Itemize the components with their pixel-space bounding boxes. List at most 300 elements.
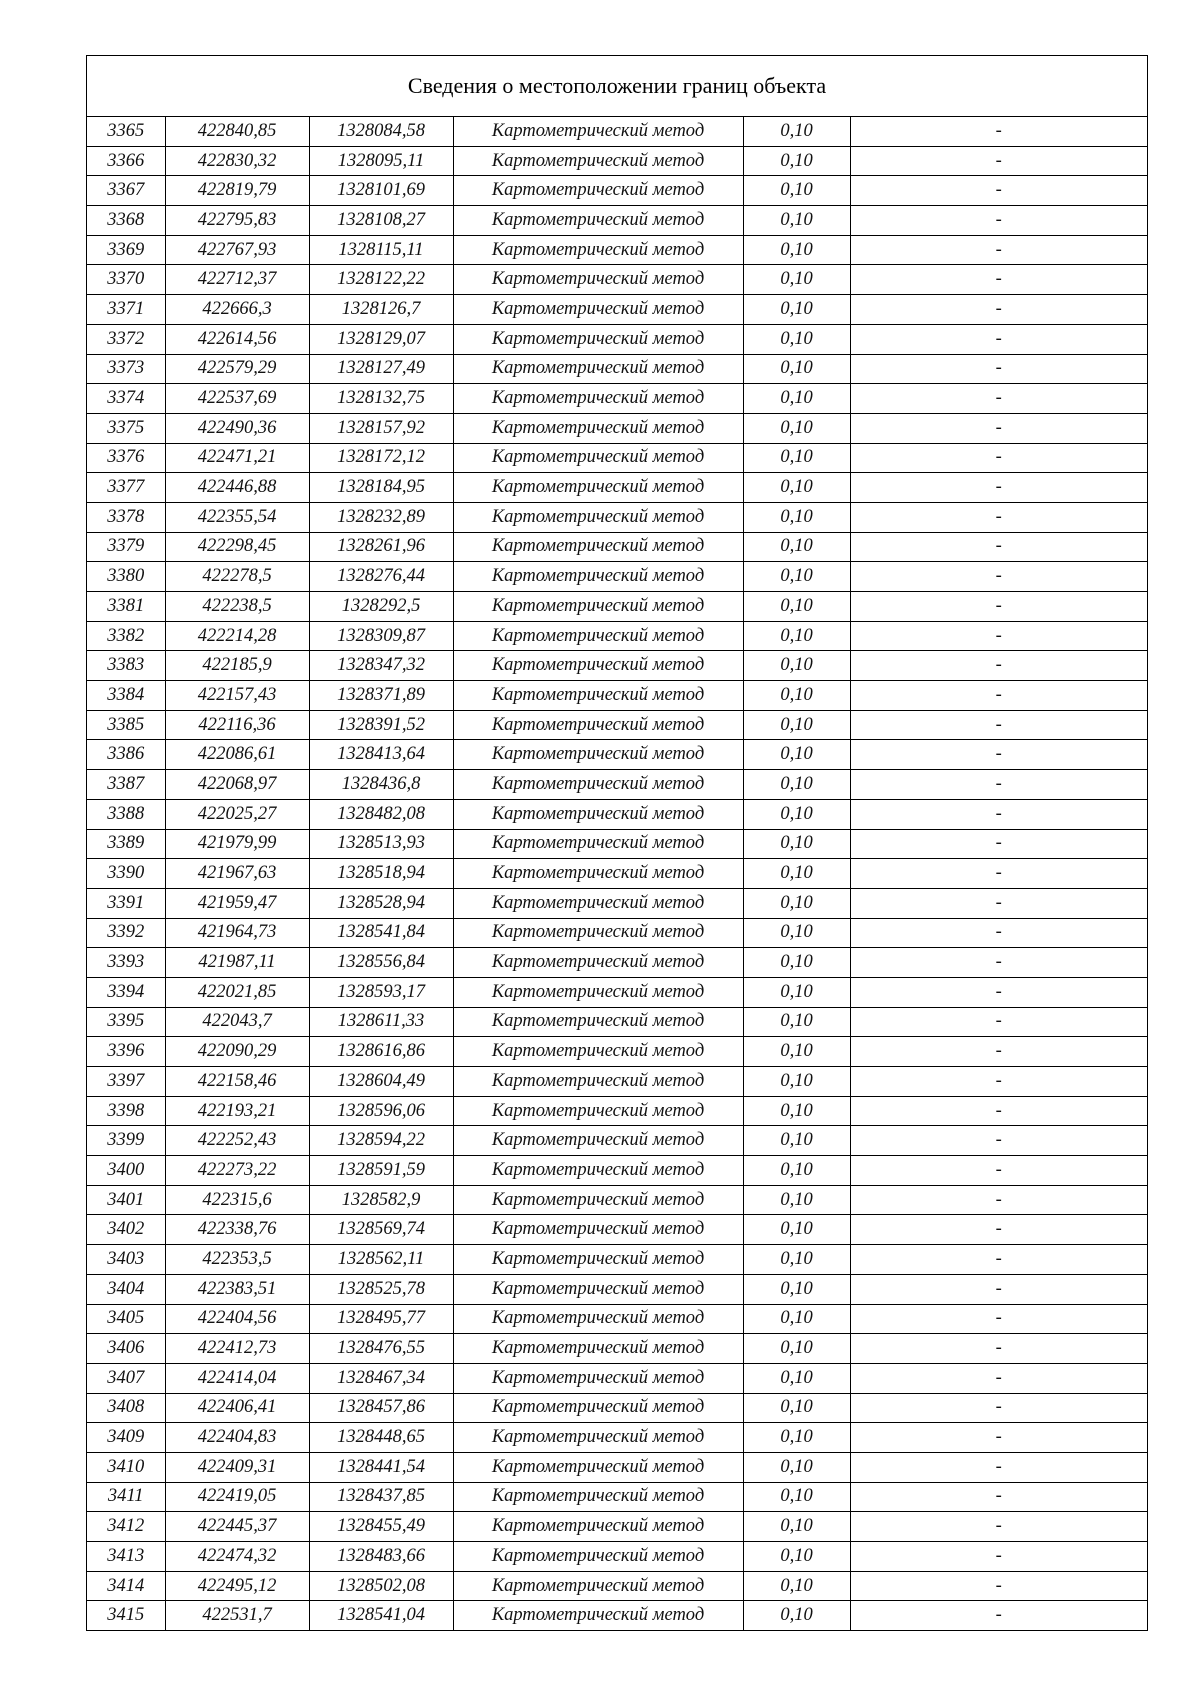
- table-row: [87, 117, 1147, 146]
- point-number-cell: 3388: [87, 799, 165, 829]
- point-number-cell: 3397: [87, 1067, 165, 1097]
- method-cell: Картометрический метод: [453, 1185, 743, 1215]
- table-row: [87, 176, 1147, 206]
- method-cell: Картометрический метод: [453, 1334, 743, 1364]
- document-title: Сведения о местоположении границ объекта: [87, 56, 1147, 117]
- table-row: [87, 710, 1147, 740]
- accuracy-cell: 0,10: [743, 1363, 850, 1393]
- y-coordinate-cell: 1328482,08: [309, 799, 453, 829]
- method-cell: Картометрический метод: [453, 918, 743, 948]
- x-coordinate-cell: 422185,9: [165, 651, 309, 681]
- accuracy-cell: 0,10: [743, 621, 850, 651]
- method-cell: Картометрический метод: [453, 770, 743, 800]
- y-coordinate-cell: 1328457,86: [309, 1393, 453, 1423]
- description-cell: -: [850, 799, 1147, 829]
- description-cell: -: [850, 117, 1147, 146]
- accuracy-cell: 0,10: [743, 206, 850, 236]
- method-cell: Картометрический метод: [453, 502, 743, 532]
- x-coordinate-cell: 421964,73: [165, 918, 309, 948]
- point-number-cell: 3415: [87, 1601, 165, 1630]
- x-coordinate-cell: 422406,41: [165, 1393, 309, 1423]
- point-number-cell: 3391: [87, 888, 165, 918]
- x-coordinate-cell: 422404,83: [165, 1423, 309, 1453]
- y-coordinate-cell: 1328095,11: [309, 146, 453, 176]
- description-cell: -: [850, 1304, 1147, 1334]
- table-row: [87, 651, 1147, 681]
- description-cell: -: [850, 1334, 1147, 1364]
- point-number-cell: 3399: [87, 1126, 165, 1156]
- table-row: [87, 384, 1147, 414]
- description-cell: -: [850, 859, 1147, 889]
- description-cell: -: [850, 770, 1147, 800]
- point-number-cell: 3401: [87, 1185, 165, 1215]
- method-cell: Картометрический метод: [453, 1096, 743, 1126]
- y-coordinate-cell: 1328596,06: [309, 1096, 453, 1126]
- point-number-cell: 3412: [87, 1512, 165, 1542]
- method-cell: Картометрический метод: [453, 1215, 743, 1245]
- method-cell: Картометрический метод: [453, 1482, 743, 1512]
- y-coordinate-cell: 1328483,66: [309, 1542, 453, 1572]
- x-coordinate-cell: 422579,29: [165, 354, 309, 384]
- description-cell: -: [850, 1156, 1147, 1186]
- accuracy-cell: 0,10: [743, 384, 850, 414]
- y-coordinate-cell: 1328467,34: [309, 1363, 453, 1393]
- table-row: [87, 324, 1147, 354]
- point-number-cell: 3387: [87, 770, 165, 800]
- point-number-cell: 3413: [87, 1542, 165, 1572]
- point-number-cell: 3376: [87, 443, 165, 473]
- table-row: [87, 1363, 1147, 1393]
- method-cell: Картометрический метод: [453, 948, 743, 978]
- method-cell: Картометрический метод: [453, 888, 743, 918]
- y-coordinate-cell: 1328122,22: [309, 265, 453, 295]
- table-row: [87, 235, 1147, 265]
- description-cell: -: [850, 413, 1147, 443]
- method-cell: Картометрический метод: [453, 235, 743, 265]
- x-coordinate-cell: 422157,43: [165, 681, 309, 711]
- method-cell: Картометрический метод: [453, 681, 743, 711]
- y-coordinate-cell: 1328084,58: [309, 117, 453, 146]
- y-coordinate-cell: 1328441,54: [309, 1452, 453, 1482]
- x-coordinate-cell: 421979,99: [165, 829, 309, 859]
- x-coordinate-cell: 422021,85: [165, 977, 309, 1007]
- table-row: [87, 1334, 1147, 1364]
- x-coordinate-cell: 422278,5: [165, 562, 309, 592]
- method-cell: Картометрический метод: [453, 1245, 743, 1275]
- point-number-cell: 3414: [87, 1571, 165, 1601]
- table-row: [87, 740, 1147, 770]
- point-number-cell: 3398: [87, 1096, 165, 1126]
- accuracy-cell: 0,10: [743, 1156, 850, 1186]
- description-cell: -: [850, 235, 1147, 265]
- description-cell: -: [850, 532, 1147, 562]
- accuracy-cell: 0,10: [743, 532, 850, 562]
- method-cell: Картометрический метод: [453, 562, 743, 592]
- description-cell: -: [850, 1571, 1147, 1601]
- description-cell: -: [850, 324, 1147, 354]
- point-number-cell: 3369: [87, 235, 165, 265]
- x-coordinate-cell: 422414,04: [165, 1363, 309, 1393]
- point-number-cell: 3384: [87, 681, 165, 711]
- y-coordinate-cell: 1328232,89: [309, 502, 453, 532]
- accuracy-cell: 0,10: [743, 1542, 850, 1572]
- y-coordinate-cell: 1328347,32: [309, 651, 453, 681]
- x-coordinate-cell: 422819,79: [165, 176, 309, 206]
- point-number-cell: 3377: [87, 473, 165, 503]
- y-coordinate-cell: 1328593,17: [309, 977, 453, 1007]
- x-coordinate-cell: 422252,43: [165, 1126, 309, 1156]
- description-cell: -: [850, 948, 1147, 978]
- table-row: [87, 1304, 1147, 1334]
- description-cell: -: [850, 621, 1147, 651]
- y-coordinate-cell: 1328611,33: [309, 1007, 453, 1037]
- y-coordinate-cell: 1328127,49: [309, 354, 453, 384]
- x-coordinate-cell: 422840,85: [165, 117, 309, 146]
- accuracy-cell: 0,10: [743, 146, 850, 176]
- point-number-cell: 3371: [87, 295, 165, 325]
- point-number-cell: 3396: [87, 1037, 165, 1067]
- y-coordinate-cell: 1328518,94: [309, 859, 453, 889]
- table-row: [87, 1067, 1147, 1097]
- x-coordinate-cell: 422116,36: [165, 710, 309, 740]
- method-cell: Картометрический метод: [453, 473, 743, 503]
- y-coordinate-cell: 1328436,8: [309, 770, 453, 800]
- table-row: [87, 443, 1147, 473]
- y-coordinate-cell: 1328525,78: [309, 1274, 453, 1304]
- description-cell: -: [850, 1393, 1147, 1423]
- description-cell: -: [850, 681, 1147, 711]
- accuracy-cell: 0,10: [743, 1185, 850, 1215]
- table-row: [87, 918, 1147, 948]
- point-number-cell: 3366: [87, 146, 165, 176]
- x-coordinate-cell: 421987,11: [165, 948, 309, 978]
- method-cell: Картометрический метод: [453, 1512, 743, 1542]
- table-row: [87, 977, 1147, 1007]
- x-coordinate-cell: 422353,5: [165, 1245, 309, 1275]
- point-number-cell: 3379: [87, 532, 165, 562]
- method-cell: Картометрический метод: [453, 532, 743, 562]
- accuracy-cell: 0,10: [743, 859, 850, 889]
- description-cell: -: [850, 354, 1147, 384]
- accuracy-cell: 0,10: [743, 799, 850, 829]
- point-number-cell: 3378: [87, 502, 165, 532]
- table-row: [87, 621, 1147, 651]
- method-cell: Картометрический метод: [453, 413, 743, 443]
- accuracy-cell: 0,10: [743, 1334, 850, 1364]
- y-coordinate-cell: 1328126,7: [309, 295, 453, 325]
- method-cell: Картометрический метод: [453, 1304, 743, 1334]
- table-row: [87, 354, 1147, 384]
- x-coordinate-cell: 422767,93: [165, 235, 309, 265]
- method-cell: Картометрический метод: [453, 1274, 743, 1304]
- point-number-cell: 3382: [87, 621, 165, 651]
- y-coordinate-cell: 1328309,87: [309, 621, 453, 651]
- x-coordinate-cell: 422355,54: [165, 502, 309, 532]
- point-number-cell: 3374: [87, 384, 165, 414]
- x-coordinate-cell: 422471,21: [165, 443, 309, 473]
- method-cell: Картометрический метод: [453, 859, 743, 889]
- y-coordinate-cell: 1328604,49: [309, 1067, 453, 1097]
- x-coordinate-cell: 422238,5: [165, 592, 309, 622]
- table-row: [87, 562, 1147, 592]
- x-coordinate-cell: 422025,27: [165, 799, 309, 829]
- x-coordinate-cell: 422712,37: [165, 265, 309, 295]
- x-coordinate-cell: 421959,47: [165, 888, 309, 918]
- y-coordinate-cell: 1328594,22: [309, 1126, 453, 1156]
- table-row: [87, 1452, 1147, 1482]
- table-row: [87, 1215, 1147, 1245]
- description-cell: -: [850, 1542, 1147, 1572]
- y-coordinate-cell: 1328591,59: [309, 1156, 453, 1186]
- x-coordinate-cell: 422409,31: [165, 1452, 309, 1482]
- method-cell: Картометрический метод: [453, 176, 743, 206]
- table-row: [87, 1512, 1147, 1542]
- point-number-cell: 3392: [87, 918, 165, 948]
- table-row: [87, 502, 1147, 532]
- x-coordinate-cell: 422537,69: [165, 384, 309, 414]
- accuracy-cell: 0,10: [743, 1126, 850, 1156]
- method-cell: Картометрический метод: [453, 1452, 743, 1482]
- point-number-cell: 3385: [87, 710, 165, 740]
- description-cell: -: [850, 1482, 1147, 1512]
- table-row: [87, 473, 1147, 503]
- description-cell: -: [850, 295, 1147, 325]
- accuracy-cell: 0,10: [743, 413, 850, 443]
- coordinates-table-body: [87, 117, 1147, 1630]
- accuracy-cell: 0,10: [743, 710, 850, 740]
- accuracy-cell: 0,10: [743, 829, 850, 859]
- method-cell: Картометрический метод: [453, 354, 743, 384]
- accuracy-cell: 0,10: [743, 354, 850, 384]
- method-cell: Картометрический метод: [453, 651, 743, 681]
- method-cell: Картометрический метод: [453, 740, 743, 770]
- accuracy-cell: 0,10: [743, 888, 850, 918]
- accuracy-cell: 0,10: [743, 502, 850, 532]
- accuracy-cell: 0,10: [743, 948, 850, 978]
- accuracy-cell: 0,10: [743, 235, 850, 265]
- y-coordinate-cell: 1328513,93: [309, 829, 453, 859]
- table-row: [87, 1126, 1147, 1156]
- y-coordinate-cell: 1328448,65: [309, 1423, 453, 1453]
- accuracy-cell: 0,10: [743, 681, 850, 711]
- point-number-cell: 3395: [87, 1007, 165, 1037]
- x-coordinate-cell: 422412,73: [165, 1334, 309, 1364]
- point-number-cell: 3403: [87, 1245, 165, 1275]
- boundary-table-sheet: [86, 55, 1148, 1631]
- table-row: [87, 1185, 1147, 1215]
- y-coordinate-cell: 1328261,96: [309, 532, 453, 562]
- point-number-cell: 3380: [87, 562, 165, 592]
- description-cell: -: [850, 176, 1147, 206]
- point-number-cell: 3372: [87, 324, 165, 354]
- accuracy-cell: 0,10: [743, 651, 850, 681]
- y-coordinate-cell: 1328616,86: [309, 1037, 453, 1067]
- accuracy-cell: 0,10: [743, 176, 850, 206]
- method-cell: Картометрический метод: [453, 1393, 743, 1423]
- table-row: [87, 146, 1147, 176]
- x-coordinate-cell: 422298,45: [165, 532, 309, 562]
- method-cell: Картометрический метод: [453, 1601, 743, 1630]
- table-row: [87, 799, 1147, 829]
- coordinates-table: [87, 117, 1147, 1630]
- table-row: [87, 206, 1147, 236]
- y-coordinate-cell: 1328129,07: [309, 324, 453, 354]
- point-number-cell: 3368: [87, 206, 165, 236]
- y-coordinate-cell: 1328582,9: [309, 1185, 453, 1215]
- accuracy-cell: 0,10: [743, 473, 850, 503]
- accuracy-cell: 0,10: [743, 1067, 850, 1097]
- y-coordinate-cell: 1328157,92: [309, 413, 453, 443]
- y-coordinate-cell: 1328455,49: [309, 1512, 453, 1542]
- x-coordinate-cell: 422043,7: [165, 1007, 309, 1037]
- x-coordinate-cell: 422531,7: [165, 1601, 309, 1630]
- description-cell: -: [850, 1512, 1147, 1542]
- method-cell: Картометрический метод: [453, 1037, 743, 1067]
- accuracy-cell: 0,10: [743, 1601, 850, 1630]
- accuracy-cell: 0,10: [743, 562, 850, 592]
- description-cell: -: [850, 1363, 1147, 1393]
- x-coordinate-cell: 422490,36: [165, 413, 309, 443]
- method-cell: Картометрический метод: [453, 1007, 743, 1037]
- description-cell: -: [850, 710, 1147, 740]
- description-cell: -: [850, 1601, 1147, 1630]
- accuracy-cell: 0,10: [743, 295, 850, 325]
- x-coordinate-cell: 422446,88: [165, 473, 309, 503]
- accuracy-cell: 0,10: [743, 1215, 850, 1245]
- y-coordinate-cell: 1328371,89: [309, 681, 453, 711]
- method-cell: Картометрический метод: [453, 1542, 743, 1572]
- point-number-cell: 3402: [87, 1215, 165, 1245]
- table-row: [87, 1482, 1147, 1512]
- table-row: [87, 1274, 1147, 1304]
- y-coordinate-cell: 1328569,74: [309, 1215, 453, 1245]
- point-number-cell: 3408: [87, 1393, 165, 1423]
- y-coordinate-cell: 1328132,75: [309, 384, 453, 414]
- table-row: [87, 859, 1147, 889]
- x-coordinate-cell: 422338,76: [165, 1215, 309, 1245]
- point-number-cell: 3393: [87, 948, 165, 978]
- point-number-cell: 3367: [87, 176, 165, 206]
- y-coordinate-cell: 1328562,11: [309, 1245, 453, 1275]
- point-number-cell: 3406: [87, 1334, 165, 1364]
- accuracy-cell: 0,10: [743, 1512, 850, 1542]
- description-cell: -: [850, 918, 1147, 948]
- method-cell: Картометрический метод: [453, 146, 743, 176]
- table-row: [87, 265, 1147, 295]
- description-cell: -: [850, 473, 1147, 503]
- point-number-cell: 3411: [87, 1482, 165, 1512]
- y-coordinate-cell: 1328502,08: [309, 1571, 453, 1601]
- method-cell: Картометрический метод: [453, 829, 743, 859]
- accuracy-cell: 0,10: [743, 918, 850, 948]
- y-coordinate-cell: 1328413,64: [309, 740, 453, 770]
- description-cell: -: [850, 829, 1147, 859]
- x-coordinate-cell: 422090,29: [165, 1037, 309, 1067]
- x-coordinate-cell: 422419,05: [165, 1482, 309, 1512]
- y-coordinate-cell: 1328115,11: [309, 235, 453, 265]
- x-coordinate-cell: 422193,21: [165, 1096, 309, 1126]
- table-row: [87, 1571, 1147, 1601]
- table-row: [87, 1096, 1147, 1126]
- y-coordinate-cell: 1328101,69: [309, 176, 453, 206]
- point-number-cell: 3390: [87, 859, 165, 889]
- method-cell: Картометрический метод: [453, 206, 743, 236]
- description-cell: -: [850, 1423, 1147, 1453]
- accuracy-cell: 0,10: [743, 1007, 850, 1037]
- accuracy-cell: 0,10: [743, 117, 850, 146]
- description-cell: -: [850, 1185, 1147, 1215]
- method-cell: Картометрический метод: [453, 977, 743, 1007]
- x-coordinate-cell: 422273,22: [165, 1156, 309, 1186]
- y-coordinate-cell: 1328528,94: [309, 888, 453, 918]
- description-cell: -: [850, 1007, 1147, 1037]
- y-coordinate-cell: 1328108,27: [309, 206, 453, 236]
- x-coordinate-cell: 422795,83: [165, 206, 309, 236]
- table-row: [87, 1601, 1147, 1630]
- x-coordinate-cell: 422404,56: [165, 1304, 309, 1334]
- y-coordinate-cell: 1328476,55: [309, 1334, 453, 1364]
- y-coordinate-cell: 1328276,44: [309, 562, 453, 592]
- accuracy-cell: 0,10: [743, 1482, 850, 1512]
- method-cell: Картометрический метод: [453, 1423, 743, 1453]
- table-row: [87, 1542, 1147, 1572]
- method-cell: Картометрический метод: [453, 710, 743, 740]
- accuracy-cell: 0,10: [743, 443, 850, 473]
- table-row: [87, 1423, 1147, 1453]
- y-coordinate-cell: 1328541,04: [309, 1601, 453, 1630]
- x-coordinate-cell: 421967,63: [165, 859, 309, 889]
- accuracy-cell: 0,10: [743, 1452, 850, 1482]
- accuracy-cell: 0,10: [743, 1571, 850, 1601]
- x-coordinate-cell: 422614,56: [165, 324, 309, 354]
- description-cell: -: [850, 206, 1147, 236]
- y-coordinate-cell: 1328184,95: [309, 473, 453, 503]
- x-coordinate-cell: 422495,12: [165, 1571, 309, 1601]
- description-cell: -: [850, 651, 1147, 681]
- description-cell: -: [850, 1452, 1147, 1482]
- y-coordinate-cell: 1328556,84: [309, 948, 453, 978]
- table-row: [87, 1245, 1147, 1275]
- accuracy-cell: 0,10: [743, 1037, 850, 1067]
- description-cell: -: [850, 592, 1147, 622]
- table-row: [87, 1156, 1147, 1186]
- description-cell: -: [850, 443, 1147, 473]
- description-cell: -: [850, 562, 1147, 592]
- accuracy-cell: 0,10: [743, 265, 850, 295]
- point-number-cell: 3394: [87, 977, 165, 1007]
- accuracy-cell: 0,10: [743, 1096, 850, 1126]
- accuracy-cell: 0,10: [743, 1304, 850, 1334]
- method-cell: Картометрический метод: [453, 324, 743, 354]
- description-cell: -: [850, 1126, 1147, 1156]
- description-cell: -: [850, 384, 1147, 414]
- table-row: [87, 532, 1147, 562]
- description-cell: -: [850, 1215, 1147, 1245]
- description-cell: -: [850, 740, 1147, 770]
- y-coordinate-cell: 1328495,77: [309, 1304, 453, 1334]
- point-number-cell: 3381: [87, 592, 165, 622]
- accuracy-cell: 0,10: [743, 1274, 850, 1304]
- accuracy-cell: 0,10: [743, 740, 850, 770]
- method-cell: Картометрический метод: [453, 443, 743, 473]
- x-coordinate-cell: 422830,32: [165, 146, 309, 176]
- table-row: [87, 1393, 1147, 1423]
- y-coordinate-cell: 1328437,85: [309, 1482, 453, 1512]
- point-number-cell: 3410: [87, 1452, 165, 1482]
- point-number-cell: 3400: [87, 1156, 165, 1186]
- description-cell: -: [850, 1096, 1147, 1126]
- point-number-cell: 3405: [87, 1304, 165, 1334]
